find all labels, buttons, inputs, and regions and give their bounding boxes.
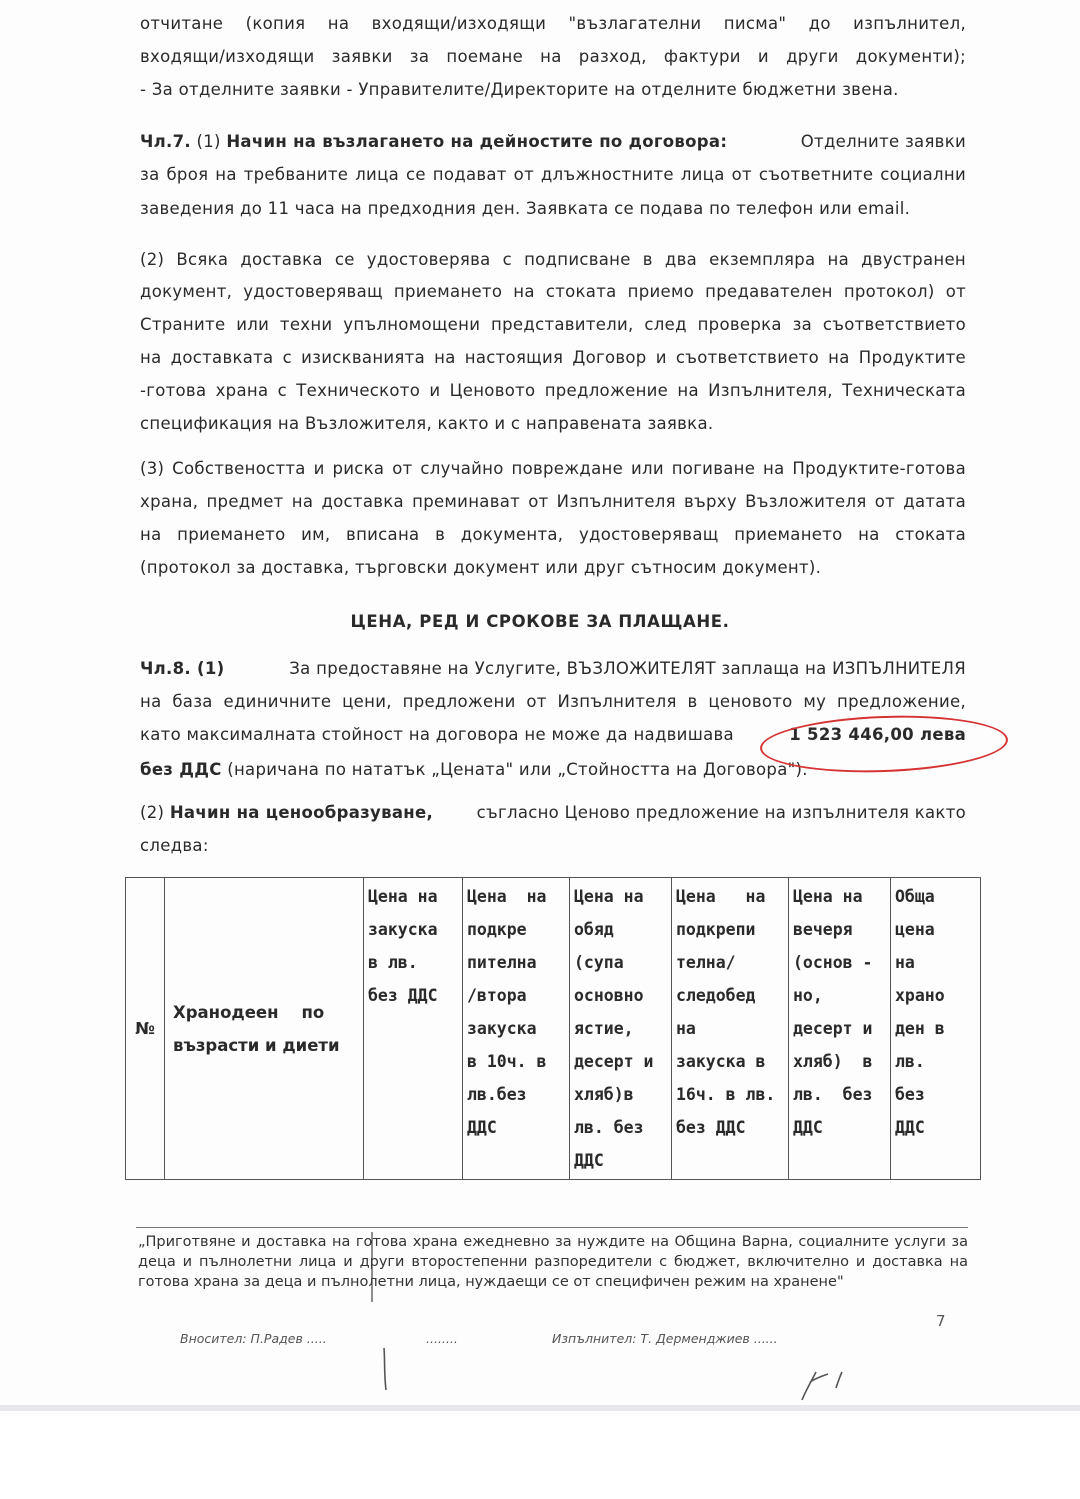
table-header-text-line: десерт и — [793, 1019, 873, 1038]
body-line: документ, удостоверяващ приемането на стоката приемо предавателен протокол) от — [140, 282, 966, 301]
art7-first-line — [140, 132, 966, 152]
pricing-method-title: Начин на ценообразуване, — [169, 803, 434, 822]
table-header-text-line: храно — [895, 986, 945, 1005]
handwritten-initials — [796, 1368, 852, 1404]
paragraph-number: (2) — [140, 803, 165, 822]
table-header-text-line: хляб)в — [574, 1085, 634, 1104]
table-header-row — [126, 878, 981, 1180]
body-line: Страните или техни упълномощени представители, след проверка за съответствието — [140, 315, 966, 334]
pricing-table — [125, 877, 981, 1180]
body-line: (2) Всяка доставка се удостоверява с подписване в два екземпляра на двустранен — [140, 250, 966, 269]
table-header-text-line: основно — [574, 986, 644, 1005]
signature-dots: ........ — [426, 1331, 458, 1346]
table-header-text-line: следобед — [676, 986, 756, 1005]
table-header-text-line: подкре — [467, 920, 527, 939]
body-text: съгласно Ценово предложение на изпълнителя както — [476, 803, 966, 822]
table-header-afternoon-snack-price — [672, 878, 789, 1180]
article-label: Чл.7. — [140, 132, 191, 151]
table-header-text-line: без ДДС — [368, 986, 438, 1005]
table-header-text-line: лв. — [895, 1052, 925, 1071]
table-header-text-line: на — [676, 1019, 696, 1038]
table-header-text-line: закуска — [368, 920, 438, 939]
body-line: отчитане (копия на входящи/изходящи "възлагателни писма" до изпълнител, — [140, 14, 966, 33]
table-header-text-line: цена — [895, 920, 935, 939]
table-header-text-line: ден в — [895, 1019, 945, 1038]
table-header-text-line: подкрепи — [676, 920, 756, 939]
paragraph-number: (1) — [196, 132, 221, 151]
table-header-dinner-price — [789, 878, 891, 1180]
table-header-text-line: закуска в — [676, 1052, 766, 1071]
body-text: Отделните заявки — [800, 132, 966, 151]
footer-divider — [136, 1227, 968, 1228]
article-label: Чл.8. (1) — [140, 659, 225, 678]
handwritten-stroke — [372, 1346, 396, 1392]
table-header-text-line: Цена на — [676, 887, 766, 906]
table-header-text-line: десерт и — [574, 1052, 654, 1071]
table-header-text-line: в лв. — [368, 953, 418, 972]
body-line: -готова храна с Техническото и Ценовото предложение на Изпълнителя, Техническата — [140, 381, 966, 400]
table-header-text-line: без ДДС — [676, 1118, 746, 1137]
table-header-text-line: вечеря — [793, 920, 853, 939]
table-header-text-line: Обща — [895, 887, 935, 906]
table-header-text-line: обяд — [574, 920, 614, 939]
red-circle-annotation — [759, 712, 1009, 777]
vat-note: без ДДС — [140, 760, 222, 779]
body-line: на приемането им, вписана в документа, удостоверяващ приемането на стоката — [140, 525, 966, 544]
body-line: за броя на требваните лица се подават от длъжностните лица от съответните социални — [140, 165, 966, 184]
table-header-number: № — [126, 878, 165, 1180]
table-header-text-line: на — [895, 953, 915, 972]
table-header-text-line: ДДС — [793, 1118, 823, 1137]
page-number: 7 — [936, 1312, 946, 1330]
table-header-text-line: лв. без — [793, 1085, 873, 1104]
table-header-text-line: ДДС — [467, 1118, 497, 1137]
table-header-text-line: телна/ — [676, 953, 736, 972]
section-heading: ЦЕНА, РЕД И СРОКОВЕ ЗА ПЛАЩАНЕ. — [350, 612, 730, 631]
body-line: на доставката с изискванията на настоящия Договор и съответствието на Продуктите — [140, 348, 966, 367]
table-header-text-line: ДДС — [895, 1118, 925, 1137]
body-line: на база единичните цени, предложени от Изпълнителя в ценовото му предложение, — [140, 692, 966, 711]
body-line: храна, предмет на доставка преминават от Изпълнителя върху Възложителя от датата — [140, 492, 966, 511]
body-line: заведения до 11 часа на предходния ден. Заявката се подава по телефон или email. — [140, 199, 911, 218]
body-text: (наричана по нататък „Цената" или „Стойността на Договора"). — [227, 760, 808, 779]
table-header-diet: Хранодеен по възрасти и диети — [165, 878, 364, 1180]
table-header-text-line: Цена на — [793, 887, 863, 906]
body-text: За предоставяне на Услугите, ВЪЗЛОЖИТЕЛЯТ заплаща на ИЗПЪЛНИТЕЛЯ — [289, 659, 966, 678]
screen-bottom-area — [0, 1405, 1080, 1499]
table-header-text-line: ДДС — [574, 1151, 604, 1170]
table-header-text-line: Цена на — [368, 887, 438, 906]
table-header-text-line: в 10ч. в — [467, 1052, 547, 1071]
art8-p2-line — [140, 803, 966, 823]
body-line: (протокол за доставка, търговски документ или друг сътносим документ). — [140, 558, 822, 577]
body-line: (3) Собствеността и риска от случайно повреждане или погиване на Продуктите-готова — [140, 459, 966, 478]
article-title: Начин на възлагането на дейностите по договора: — [226, 132, 728, 151]
body-line: - За отделните заявки - Управителите/Директорите на отделните бюджетни звена. — [140, 80, 899, 99]
submitter-signature-line: Вносител: П.Радев ..... — [180, 1331, 327, 1346]
table-header-text-line: лв.без — [467, 1085, 527, 1104]
table-header-text-line: хляб) в — [793, 1052, 873, 1071]
body-line: спецификация на Възложителя, както и с направената заявка. — [140, 414, 714, 433]
art8-first-line — [140, 659, 966, 679]
scan-artifact-line — [368, 1232, 376, 1302]
table-header-text-line: 16ч. в лв. — [676, 1085, 776, 1104]
footer-contract-title: „Приготвяне и доставка на готова храна ежедневно за нуждите на Община Варна, социалните услуги за деца и пълнолетни лица и други второстепенни разпоредители с бюджет, включително и доставка на готова храна за деца и пълнолетни лица, нуждаещи се от специфичен режим на хранене" — [138, 1234, 968, 1290]
body-line: следва: — [140, 836, 209, 855]
table-header-text-line: (основ - — [793, 953, 873, 972]
contract-amount: 1 523 446,00 лева — [789, 725, 966, 744]
table-header-midmorning-snack-price — [463, 878, 570, 1180]
body-text: като максималната стойност на договора не може да надвишава — [140, 725, 734, 744]
table-header-total-price — [891, 878, 981, 1180]
contractor-signature-line: Изпълнител: Т. Дерменджиев ...... — [552, 1331, 778, 1346]
table-header-text-line: лв. без — [574, 1118, 644, 1137]
table-header-text-line: /втора — [467, 986, 527, 1005]
table-header-text-line: пителна — [467, 953, 537, 972]
table-header-text-line: Цена на — [467, 887, 547, 906]
table-header-text-line: ястие, — [574, 1019, 634, 1038]
table-header-text-line: без — [895, 1085, 925, 1104]
body-line: входящи/изходящи заявки за поемане на разход, фактури и други документи); — [140, 47, 966, 66]
table-header-text-line: Цена на — [574, 887, 644, 906]
table-header-text-line: но, — [793, 986, 823, 1005]
table-header-lunch-price — [570, 878, 672, 1180]
table-header-text-line: закуска — [467, 1019, 537, 1038]
table-header-breakfast-price — [364, 878, 463, 1180]
table-header-text-line: (супа — [574, 953, 624, 972]
